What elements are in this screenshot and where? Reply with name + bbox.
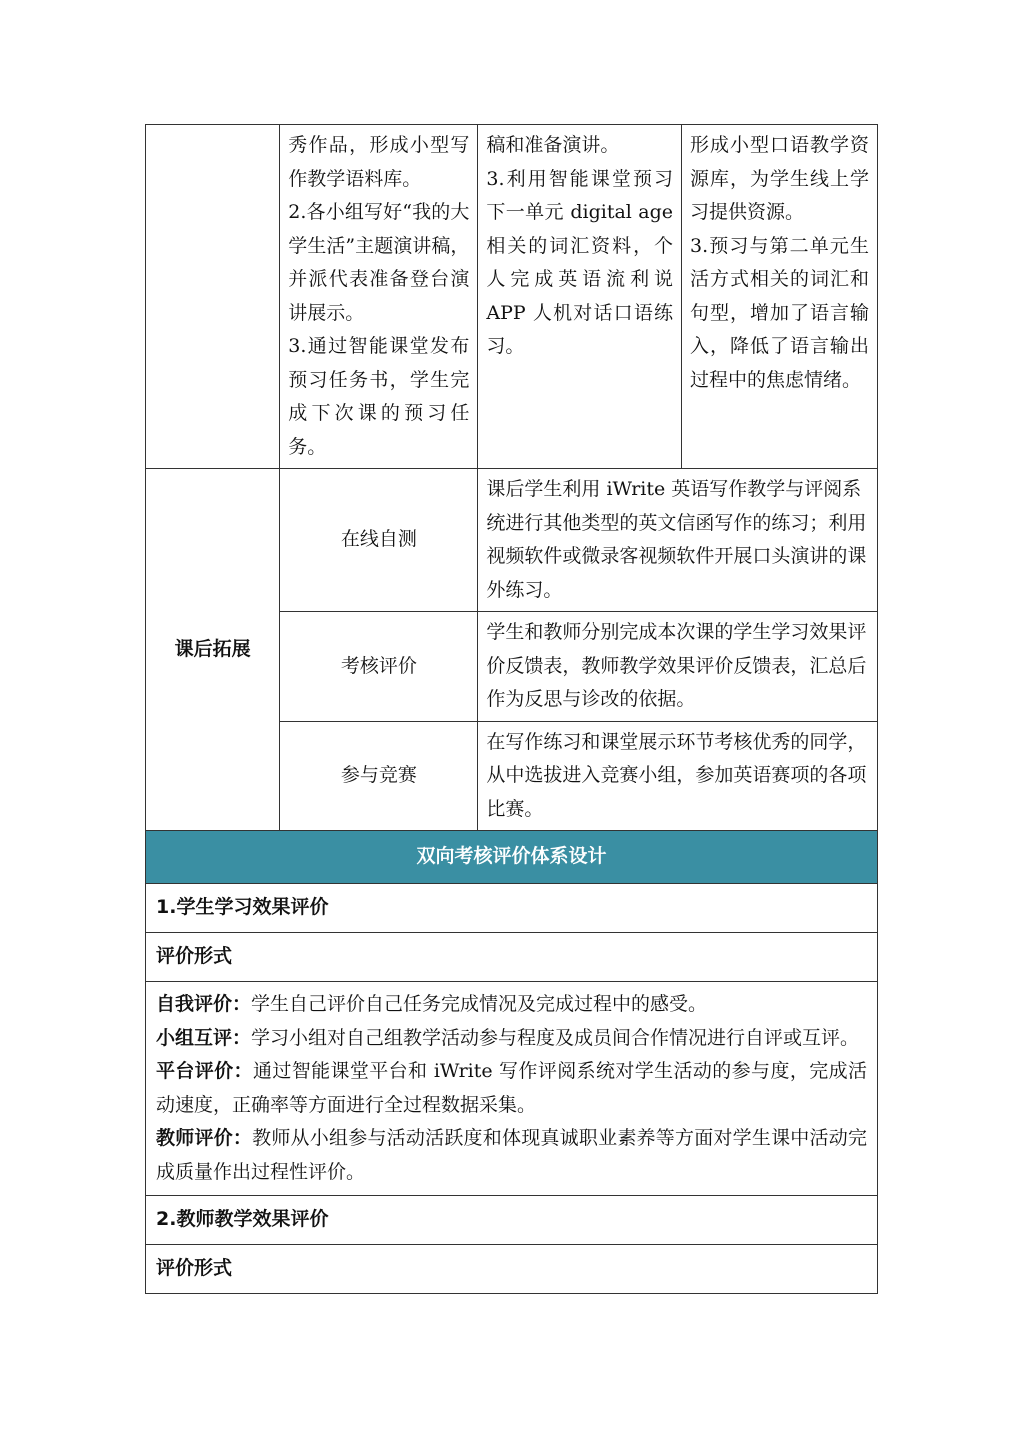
eval-item-label: 平台评价： [156,1060,253,1082]
form-title: 评价形式 [146,1245,878,1294]
design-intent-cell [682,125,878,469]
form-row [146,933,878,982]
lesson-plan-table [145,124,878,1294]
eval-item-text: 学生自己评价自己任务完成情况及完成过程中的感受。 [251,993,708,1015]
empty-cell [146,125,280,469]
extension-item-desc: 课后学生利用 iWrite 英语写作教学与评阅系统进行其他类型的英文信函写作的练习；利用视频软件或微录客视频软件开展口头演讲的课外练习。 [478,469,878,612]
section-title: 2.教师教学效果评价 [146,1196,878,1245]
eval-header-row [146,831,878,884]
eval-item [156,1055,867,1122]
section-row [146,884,878,933]
section-title: 1.学生学习效果评价 [146,884,878,933]
eval-item [156,1122,867,1189]
task-line: 秀作品，形成小型写作教学语料库。 [288,134,470,190]
eval-items-row [146,982,878,1196]
document-page [145,124,878,1294]
eval-item-label: 小组互评： [156,1026,252,1049]
task-line: 3.通过智能课堂发布预习任务书，学生完成下次课的预习任务。 [288,335,470,458]
eval-title: 双向考核评价体系设计 [146,831,878,884]
task-line: 2.各小组写好“我的大学生活”主题演讲稿，并派代表准备登台演讲展示。 [288,201,470,324]
activity-cell [478,125,682,469]
extension-item-desc: 在写作练习和课堂展示环节考核优秀的同学，从中选拔进入竞赛小组，参加英语赛项的各项比赛。 [478,721,878,831]
form-row [146,1245,878,1294]
student-task-cell [280,125,478,469]
eval-item-text: 学习小组对自己组教学活动参与程度及成员间合作情况进行自评或互评。 [251,1026,860,1049]
eval-item-label: 教师评价： [156,1127,253,1149]
extension-item-desc: 学生和教师分别完成本次课的学生学习效果评价反馈表，教师教学效果评价反馈表，汇总后作为反思与诊改的依据。 [478,612,878,722]
extension-item-name: 在线自测 [280,469,478,612]
eval-item-text: 通过智能课堂平台和 iWrite 写作评阅系统对学生活动的参与度，完成活动速度，正确率等方面进行全过程数据采集。 [156,1060,867,1116]
eval-items-cell [146,982,878,1196]
activity-line: 稿和准备演讲。 [486,134,620,156]
eval-item-label: 自我评价： [156,993,252,1015]
eval-item [156,988,867,1022]
eval-item [156,1022,867,1056]
activity-line: 3.利用智能课堂预习下一单元 digital age 相关的词汇资料，个人完成英语流利说 APP 人机对话口语练习。 [486,167,674,357]
eval-item-text: 教师从小组参与活动活跃度和体现真诚职业素养等方面对学生课中活动完成质量作出过程性评价。 [156,1127,867,1183]
section-row [146,1196,878,1245]
form-title: 评价形式 [146,933,878,982]
extension-label: 课后拓展 [146,469,280,831]
intent-line: 形成小型口语教学资源库，为学生线上学习提供资源。 [690,134,869,223]
extension-row [146,469,878,612]
extension-item-name: 参与竞赛 [280,721,478,831]
extension-item-name: 考核评价 [280,612,478,722]
continued-row [146,125,878,469]
intent-line: 3.预习与第二单元生活方式相关的词汇和句型，增加了语言输入，降低了语言输出过程中的焦虑情绪。 [690,234,869,391]
